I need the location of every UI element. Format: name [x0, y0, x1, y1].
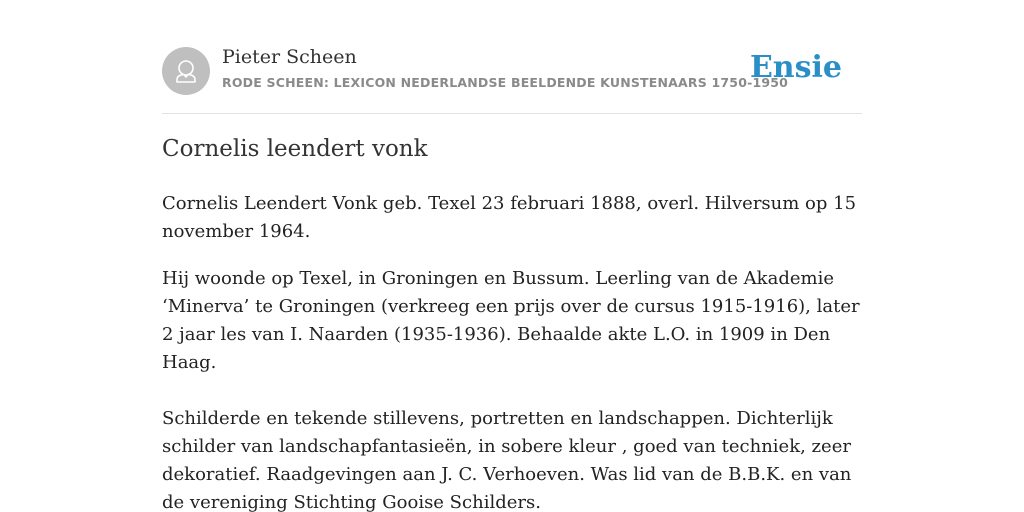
article-body [162, 190, 872, 512]
author-name[interactable]: Pieter Scheen [222, 46, 357, 68]
brand-logo[interactable]: Ensie [749, 50, 842, 85]
paragraph-education: Hij woonde op Texel, in Groningen en Bussum. Leerling van de Akademie ‘Minerva’ te Groningen (verkreeg een prijs over de cursus 1915-1916), later 2 jaar les van I. Naarden (1935-1936). Behaalde akte L.O. in 1909 in Den Haag. [162, 268, 860, 373]
author-avatar[interactable] [162, 47, 210, 95]
article-header [162, 46, 862, 96]
source-label[interactable]: RODE SCHEEN: LEXICON NEDERLANDSE BEELDENDE KUNSTENAARS 1750-1950 [222, 75, 789, 90]
header-divider [162, 113, 862, 114]
paragraph-work: Schilderde en tekende stillevens, portretten en landschappen. Dichterlijk schilder van landschapfantasieën, in sobere kleur , goed van techniek, zeer dekoratief. Raadgevingen aan J. C. Verhoeven. Was lid van de B.B.K. en van de vereniging Stichting Gooise Schilders. [162, 408, 852, 512]
user-icon [162, 47, 210, 95]
article-title: Cornelis leendert vonk [162, 136, 428, 162]
paragraph-birth-death: Cornelis Leendert Vonk geb. Texel 23 februari 1888, overl. Hilversum op 15 november 1964. [162, 193, 857, 242]
